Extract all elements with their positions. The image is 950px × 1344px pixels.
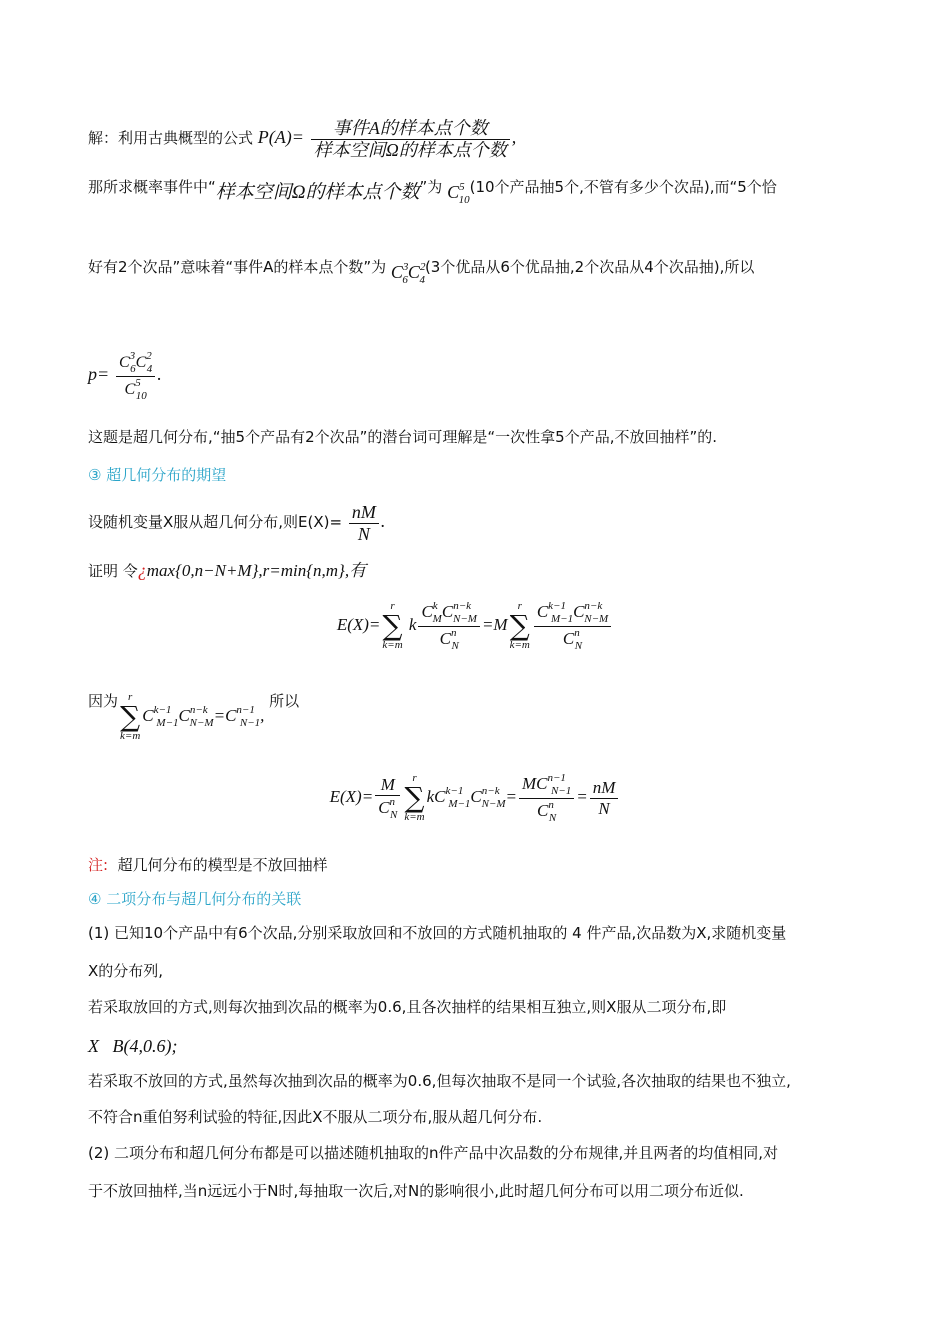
proof-definition: max{0,n−N+M},r=min{n,m},有 [146, 561, 367, 580]
section4-p2-line1: (2) 二项分布和超几何分布都是可以描述随机抽取的n件产品中次品数的分布规律,并且两者的均值相同,对 [88, 1144, 779, 1162]
derivation-fraction-2: $\frac{C^{k-1}_{M-1}C^{n-k}_{N-M}}{C^n_N}$ [534, 600, 611, 652]
expectation-text: 设随机变量X服从超几何分布,则E(X)= [88, 513, 343, 532]
solution-line-2 [88, 178, 777, 207]
solution-line-3 [88, 258, 754, 287]
fraction-numerator: 事件A的样本点个数 [311, 118, 510, 140]
solution-line-1 [88, 118, 516, 160]
classical-probability-fraction [311, 118, 510, 160]
combination-c6-3-c4-2: $C^3_6C^2_4$ [390, 261, 426, 286]
sample-space-count: 样本空间Ω的样本点个数 [215, 182, 420, 203]
hypergeometric-note-line: 这题是超几何分布,“抽5个产品有2个次品”的潜台词可理解是“一次性拿5个产品,不放回抽样”的. [88, 428, 718, 446]
because-line [88, 692, 299, 742]
section4-p2-line2: 于不放回抽样,当n远远小于N时,每抽取一次后,对N的影响很小,此时超几何分布可以用二项分布近似. [88, 1182, 744, 1200]
section4-p1-line1: (1) 已知10个产品中有6个次品,分别采取放回和不放回的方式随机抽取的 4 件产品,次品数为X,求随机变量 [88, 924, 787, 942]
result-fraction-3: $\frac{nM}{N}$ [590, 778, 619, 818]
solution-intro: 解：利用古典概型的公式 [88, 129, 254, 148]
section4-p1-line3: 若采取放回的方式,则每次抽到次品的概率为0.6,且各次抽样的结果相互独立,则X服从二项分布,即 [88, 998, 727, 1016]
line2-text-a: 那所求概率事件中“ [88, 178, 216, 196]
because-label: 因为 [88, 692, 119, 710]
vandermonde-identity: r ∑ k=m $C^{k-1}_{M-1}C^{n-k}_{N-M}=C^{n-1}_{N-1}$, [120, 691, 265, 742]
summation-1: r ∑ k=m [382, 600, 403, 652]
p-fraction [116, 350, 155, 402]
summation-2: r ∑ k=m [509, 600, 530, 652]
proof-glyph: ¿ [137, 560, 147, 580]
section4-p1-line2: X的分布列, [88, 962, 164, 980]
proof-line [88, 560, 366, 582]
therefore-label: 所以 [269, 692, 300, 710]
p-numerator: $C^3_6C^2_4$ [116, 350, 155, 377]
expectation-statement [88, 502, 385, 544]
expectation-denominator: N [357, 523, 370, 544]
model-note [88, 856, 328, 874]
p-tail: . [157, 364, 162, 385]
fraction-denominator: 样本空间Ω的样本点个数 [313, 139, 507, 160]
section4-p1-line5: 若采取不放回的方式,虽然每次抽到次品的概率为0.6,但每次抽取不是同一个试验,各次抽取的结果也不独立, [88, 1072, 791, 1090]
expectation-derivation-2: E(X)= $\frac{M}{C^n_N}$ r ∑ k=m $kC^{k-1}_{M-1}C^{n-k}_{N-M}=$ $\frac{MC^{n-1}_{N-1}}{C^n_N}$ = $\frac{nM}{N}$ [0, 772, 950, 824]
expectation-numerator: nM [349, 502, 379, 524]
result-fraction-2: $\frac{MC^{n-1}_{N-1}}{C^n_N}$ [519, 772, 574, 824]
expectation-tail: . [380, 511, 386, 532]
section-4-heading: ④ 二项分布与超几何分布的关联 [88, 890, 302, 908]
note-text: 超几何分布的模型是不放回抽样 [117, 856, 328, 874]
line3-text-b: (3个优品从6个优品抽,2个次品从4个次品抽),所以 [424, 258, 755, 276]
p-lhs: p= [88, 364, 110, 385]
derivation-fraction-1: $\frac{C^k_MC^{n-k}_{N-M}}{C^n_N}$ [418, 600, 480, 652]
section4-p1-line4: X B(4,0.6); [88, 1036, 178, 1056]
note-label: 注: [88, 856, 109, 874]
formula-tail: , [511, 127, 517, 148]
probability-formula-lhs: P(A)= [257, 127, 304, 148]
section-3-heading: ③ 超几何分布的期望 [88, 466, 227, 484]
proof-label: 证明 令 [88, 562, 138, 580]
combination-c10-5: $C^5_{10}$ [447, 181, 470, 206]
p-formula [88, 350, 162, 402]
line3-text-a: 好有2个次品”意味着“事件A的样本点个数”为 [88, 258, 387, 276]
result-fraction-1: $\frac{M}{C^n_N}$ [375, 775, 400, 821]
expectation-derivation-1: E(X)= r ∑ k=m k $\frac{C^k_MC^{n-k}_{N-M}}{C^n_N}$ =M r ∑ k=m $\frac{C^{k-1}_{M-1}C^{n-k}_{N-M}}{C^n_N}$ [0, 600, 950, 652]
line2-text-d: (10个产品抽5个,不管有多少个次品),而“5个恰 [469, 178, 777, 196]
section4-p1-line6: 不符合n重伯努利试验的特征,因此X不服从二项分布,服从超几何分布. [88, 1108, 543, 1126]
line2-text-c: ”为 [419, 178, 443, 196]
expectation-fraction [349, 502, 379, 544]
p-denominator: $C^5_{10}$ [124, 376, 147, 402]
summation-3: r ∑ k=m [404, 772, 425, 824]
